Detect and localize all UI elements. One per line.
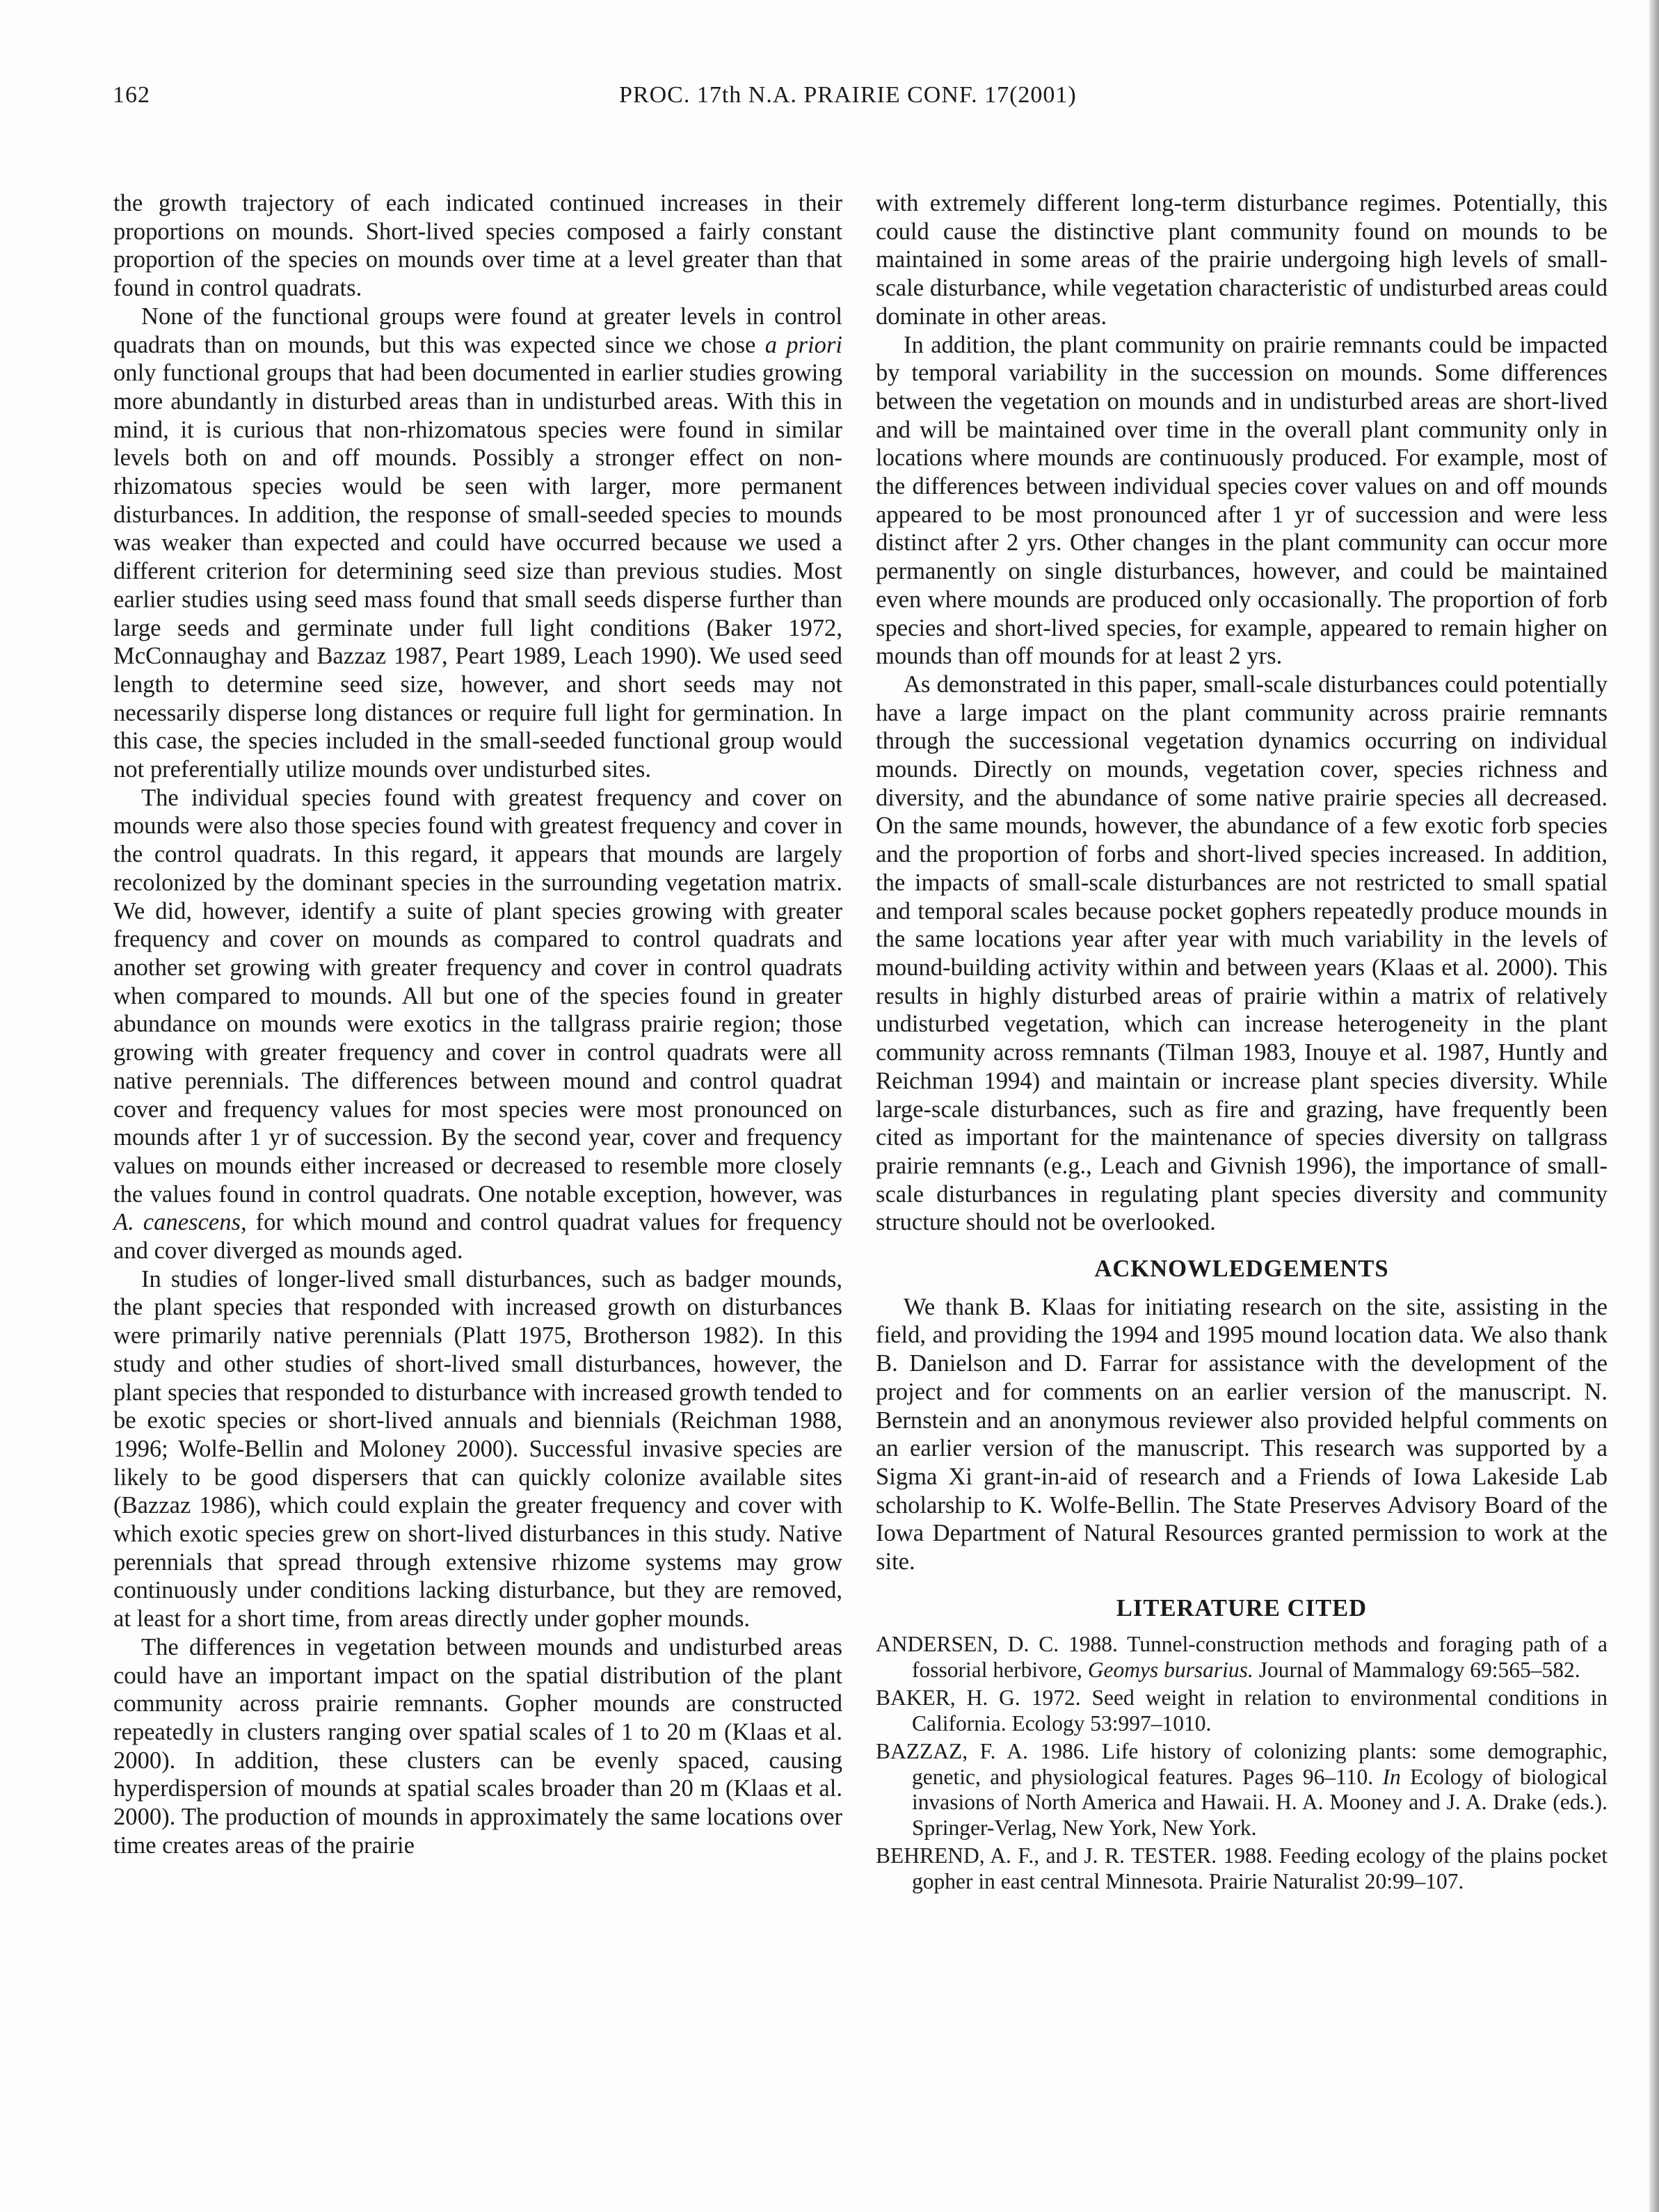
reference-text: Ecology of biological invasions of North America and Hawaii. H. A. Mooney and J. A. Drake (eds.). Springer-Verlag, New York, New York. xyxy=(912,1764,1608,1840)
paragraph: As demonstrated in this paper, small-scale disturbances could potentially have a large impact on the plant community across prairie remnants through the successional vegetation dynamics occurring on individual mounds. Directly on mounds, vegetation cover, species richness and diversity, and the abundance of some native prairie species all decreased. On the same mounds, however, the abundance of a few exotic forb species and the proportion of forbs and short-lived species increased. In addition, the impacts of small-scale disturbances are not restricted to small spatial and temporal scales because pocket gophers repeatedly produce mounds in the same locations year after year with much variability in the levels of mound-building activity within and between years (Klaas et al. 2000). This results in highly disturbed areas of prairie within a matrix of relatively undisturbed vegetation, which can increase heterogeneity in the plant community across remnants (Tilman 1983, Inouye et al. 1987, Huntly and Reichman 1994) and maintain or increase plant species diversity. While large-scale disturbances, such as fire and grazing, have frequently been cited as important for the maintenance of species diversity on tallgrass prairie remnants (e.g., Leach and Givnish 1996), the importance of small-scale disturbances in regulating plant species diversity and community structure should not be overlooked. xyxy=(876,671,1608,1236)
page-header xyxy=(0,82,1659,124)
reference-entry xyxy=(876,1843,1608,1894)
paragraph: The differences in vegetation between mounds and undisturbed areas could have an important impact on the spatial distribution of the plant community across prairie remnants. Gopher mounds are constructed repeatedly in clusters ranging over spatial scales of 1 to 20 m (Klaas et al. 2000). In addition, these clusters can be evenly spaced, causing hyperdispersion of mounds at spatial scales broader than 20 m (Klaas et al. 2000). The production of mounds in approximately the same locations over time creates areas of the prairie xyxy=(113,1633,842,1859)
paragraph xyxy=(113,303,842,784)
reference-text: Seed weight in relation to environmental conditions in California. Ecology 53:997–1010. xyxy=(912,1685,1608,1736)
page-number: 162 xyxy=(113,82,150,108)
page-edge-shadow xyxy=(1649,0,1659,2212)
reference-text: Life history of colonizing plants: some demographic, genetic, and physiological features. Pages 96–110. xyxy=(912,1739,1608,1789)
reference-text: Tunnel-construction methods and foraging path of a fossorial herbivore, xyxy=(912,1632,1608,1682)
italic-term: a priori xyxy=(764,331,843,358)
paragraph: the growth trajectory of each indicated continued increases in their proportions on mounds. Short-lived species composed a fairly constant proportion of the species on mounds over time at a level greater than that found in control quadrats. xyxy=(113,190,842,302)
reference-entry xyxy=(876,1739,1608,1841)
reference-authors: BAZZAZ, F. A. 1986. xyxy=(876,1739,1090,1764)
reference-text: Journal of Mammalogy 69:565–582. xyxy=(1253,1657,1580,1682)
reference-authors: BEHREND, A. F., and J. R. TESTER. 1988. xyxy=(876,1843,1273,1868)
reference-text: Feeding ecology of the plains pocket gopher in east central Minnesota. Prairie Naturalist 20:99–107. xyxy=(912,1843,1608,1893)
reference-entry xyxy=(876,1632,1608,1683)
reference-italic: Geomys bursarius. xyxy=(1087,1657,1253,1682)
reference-entry xyxy=(876,1685,1608,1736)
paragraph xyxy=(113,784,842,1265)
literature-cited-heading: LITERATURE CITED xyxy=(1116,1594,1368,1621)
paragraph: In studies of longer-lived small disturbances, such as badger mounds, the plant species that responded with increased growth on disturbances were primarily native perennials (Platt 1975, Brotherson 1982). In this study and other studies of short-lived small disturbances, however, the plant species that responded to disturbance with increased growth tended to be exotic species or short-lived annuals and biennials (Reichman 1988, 1996; Wolfe-Bellin and Moloney 2000). Successful invasive species are likely to be good dispersers that can quickly colonize available sites (Bazzaz 1986), which could explain the greater frequency and cover with which exotic species grew on short-lived disturbances in this study. Native perennials that spread through extensive rhizome systems may grow continuously under conditions lacking disturbance, but they are removed, at least for a short time, from areas directly under gopher mounds. xyxy=(113,1265,842,1633)
reference-list xyxy=(876,1632,1608,1894)
right-column xyxy=(876,189,1608,1897)
reference-italic: In xyxy=(1382,1764,1401,1789)
paragraph: with extremely different long-term disturbance regimes. Potentially, this could cause the distinctive plant community found on mounds to be maintained in some areas of the prairie undergoing high levels of small-scale disturbance, while vegetation characteristic of undisturbed areas could dominate in other areas. xyxy=(876,190,1608,330)
reference-authors: ANDERSEN, D. C. 1988. xyxy=(876,1632,1118,1657)
paragraph: In addition, the plant community on prairie remnants could be impacted by temporal variability in the succession on mounds. Some differences between the vegetation on mounds and in undisturbed areas are short-lived and will be maintained over time in the overall plant community only in locations where mounds are continuously produced. For example, most of the differences between individual species cover values on and off mounds appeared to be most pronounced after 1 yr of succession and were less distinct after 2 yrs. Other changes in the plant community can occur more permanently on single disturbances, however, and could be maintained even where mounds are produced only occasionally. The proportion of forb species and short-lived species, for example, appeared to remain higher on mounds than off mounds for at least 2 yrs. xyxy=(876,331,1608,670)
text-run: for which mound and control quadrat values for frequency and cover diverged as mounds aged. xyxy=(113,1209,842,1265)
text-run: None of the functional groups were found at greater levels in control quadrats than on mounds, but this was expected since we chose xyxy=(113,303,842,358)
acknowledgements-text: We thank B. Klaas for initiating research on the site, assisting in the field, and providing the 1994 and 1995 mound location data. We also thank B. Danielson and D. Farrar for assistance with the development of the project and for comments on an earlier version of the manuscript. N. Bernstein and an anonymous reviewer also provided helpful comments on an earlier version of the manuscript. This research was supported by a Sigma Xi grant-in-aid of research and a Friends of Iowa Lakeside Lab scholarship to K. Wolfe-Bellin. The State Preserves Advisory Board of the Iowa Department of Natural Resources granted permission to work at the site. xyxy=(876,1293,1608,1576)
left-column xyxy=(113,189,842,1859)
text-run: The individual species found with greatest frequency and cover on mounds were also those species found with greatest frequency and cover in the control quadrats. In this regard, it appears that mounds are largely recolonized by the dominant species in the surrounding vegetation matrix. We did, however, identify a suite of plant species growing with greater frequency and cover on mounds as compared to control quadrats and another set growing with greater frequency and cover in control quadrats when compared to mounds. All but one of the species found in greater abundance on mounds were exotics in the tallgrass prairie region; those growing with greater frequency and cover in control quadrats were all native perennials. The differences between mound and control quadrat cover and frequency values for most species were most pronounced on mounds after 1 yr of succession. By the second year, cover and frequency values on mounds either increased or decreased to resemble more closely the values found in control quadrats. One notable exception, however, was xyxy=(113,784,842,1208)
acknowledgements-heading: ACKNOWLEDGEMENTS xyxy=(1094,1256,1389,1283)
reference-authors: BAKER, H. G. 1972. xyxy=(876,1685,1081,1710)
text-run: only functional groups that had been documented in earlier studies growing more abundantly in disturbed areas than in undisturbed areas. With this in mind, it is curious that non-rhizomatous species were found in similar levels both on and off mounds. Possibly a stronger effect on non-rhizomatous species would be seen with larger, more permanent disturbances. In addition, the response of small-seeded species to mounds was weaker than expected and could have occurred because we used a different criterion for determining seed size than previous studies. Most earlier studies using seed mass found that small seeds disperse further than large seeds and germinate under full light conditions (Baker 1972, McConnaughay and Bazzaz 1987, Peart 1989, Leach 1990). We used seed length to determine seed size, however, and short seeds may not necessarily disperse long distances or require full light for germination. In this case, the species included in the small-seeded functional group would not preferentially utilize mounds over undisturbed sites. xyxy=(113,360,842,783)
running-head: PROC. 17th N.A. PRAIRIE CONF. 17(2001) xyxy=(619,82,1077,108)
species-name: A. canescens, xyxy=(113,1209,247,1236)
